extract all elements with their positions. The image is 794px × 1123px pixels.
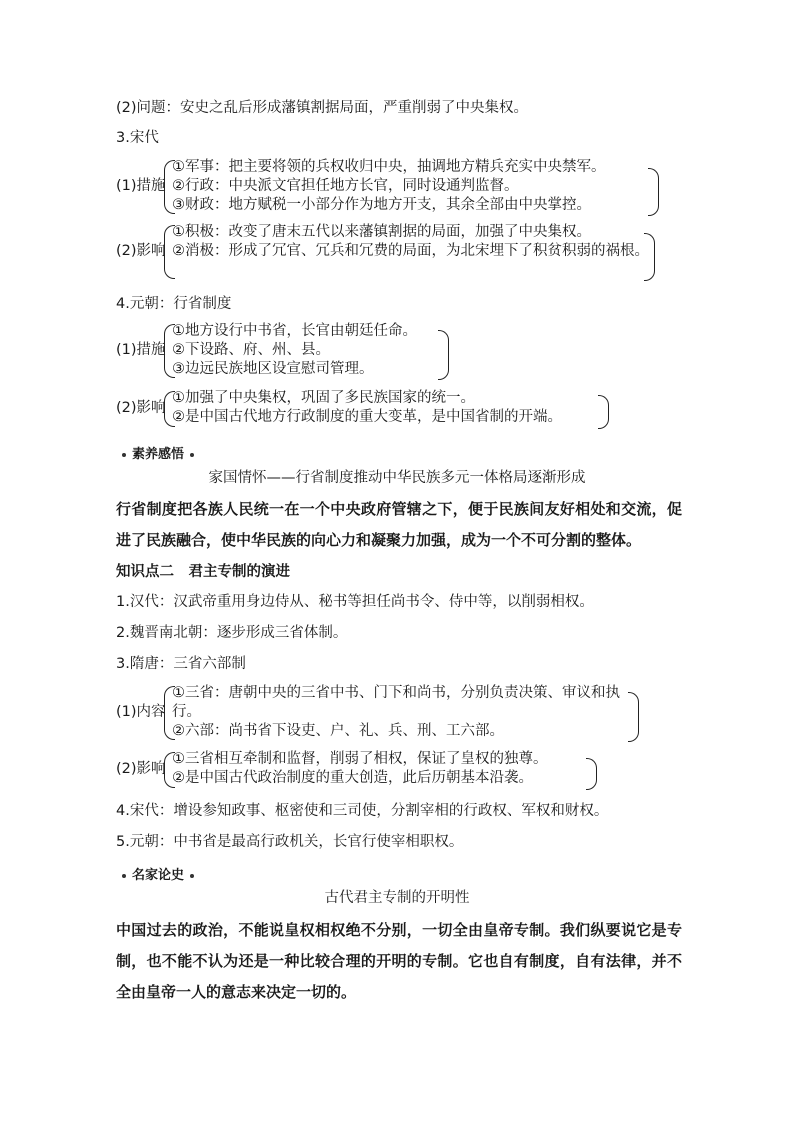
song-measures-list [172,158,606,215]
suyang-tag-label: 素养感悟 [132,447,185,462]
list-item: ①加强了中央集权，巩固了多民族国家的统一。 [172,390,475,406]
yuan-heading: 4.元朝：行省制度 [116,296,232,312]
kp2-heading: 知识点二 君主专制的演进 [116,564,290,580]
sui-impacts-group [116,750,596,790]
mingjia-tag [116,864,200,883]
kp2-yuan: 5.元朝：中书省是最高行政机关，长官行使宰相职权。 [116,834,464,850]
mingjia-title: 古代君主专制的开明性 [324,890,470,906]
song-impacts-list [172,223,652,261]
right-brace [438,330,449,380]
list-item: ②六部：尚书省下设吏、户、礼、兵、刑、工六部。 [172,723,504,739]
right-brace [644,233,655,281]
right-brace [586,758,597,790]
sui-content-label: (1)内容 [116,704,166,720]
sui-impact-label: (2)影响 [116,761,166,777]
list-item: ②下设路、府、州、县。 [172,342,330,358]
bullet-dot-icon [122,453,126,457]
list-item: ①积极：改变了唐末五代以来藩镇割据的局面，加强了中央集权。 [172,224,591,240]
list-item: ①军事：把主要将领的兵权收归中央，抽调地方精兵充实中央禁军。 [172,159,606,175]
song-measures-label: (1)措施 [116,178,166,194]
list-item: ①三省：唐朝中央的三省中书、门下和尚书，分别负责决策、审议和执行。 [172,685,620,720]
list-item: ②行政：中央派文官担任地方长官，同时设通判监督。 [172,178,519,194]
mingjia-text: 中国过去的政治，不能说皇权相权绝不分别，一切全由皇帝专制。我们纵要说它是专制，也不能不认为还是一种比较合理的开明的专制。它也自有制度，自有法律，并不全由皇帝一人的意志来决定一切的。 [116,921,682,1001]
list-item: ②是中国古代政治制度的重大创造，此后历朝基本沿袭。 [172,770,533,786]
kp2-song: 4.宋代：增设参知政事、枢密使和三司使，分割宰相的行政权、军权和财权。 [116,803,609,819]
list-item: ③边远民族地区设宣慰司管理。 [172,361,374,377]
list-item: ②是中国古代地方行政制度的重大变革，是中国省制的开端。 [172,409,562,425]
mingjia-tag-label: 名家论史 [132,868,185,883]
yuan-impact-label: (2)影响 [116,400,166,416]
suyang-tag [116,443,200,462]
list-item: ②消极：形成了冗官、冗兵和冗费的局面，为北宋埋下了积贫积弱的祸根。 [172,243,649,259]
sui-impacts-list [172,750,548,788]
song-impact-label: (2)影响 [116,243,166,259]
yuan-measures-group [116,322,456,380]
right-brace [598,395,609,429]
list-item: ③财政：地方赋税一小部分作为地方开支，其余全部由中央掌控。 [172,197,591,213]
list-item: ①三省相互牵制和监督，削弱了相权，保证了皇权的独尊。 [172,751,548,767]
song-heading: 3.宋代 [116,130,159,146]
kp2-wei: 2.魏晋南北朝：逐步形成三省体制。 [116,625,348,641]
yuan-impacts-list [172,389,562,427]
right-brace [648,168,659,216]
sui-content-list [172,684,638,741]
list-item: ①地方设行中书省，长官由朝廷任命。 [172,323,417,339]
yuan-measures-list [172,322,417,379]
yuan-measures-label: (1)措施 [116,342,166,358]
bullet-dot-icon [122,874,126,878]
song-measures-group [116,158,676,216]
kp2-han: 1.汉代：汉武帝重用身边侍从、秘书等担任尚书令、侍中等，以削弱相权。 [116,594,594,610]
sui-content-group [116,684,646,742]
yuan-impacts-group [116,389,616,429]
kp2-sui-heading: 3.隋唐：三省六部制 [116,656,246,672]
right-brace [628,692,639,742]
suyang-text: 行省制度把各族人民统一在一个中央政府管辖之下，便于民族间友好相处和交流，促进了民族融合，使中华民族的向心力和凝聚力加强，成为一个不可分割的整体。 [116,500,682,549]
bullet-dot-icon [190,453,194,457]
suyang-title: 家国情怀——行省制度推动中华民族多元一体格局逐渐形成 [208,470,586,486]
bullet-dot-icon [190,874,194,878]
tang-problem: (2)问题：安史之乱后形成藩镇割据局面，严重削弱了中央集权。 [116,100,529,116]
song-impacts-group [116,223,676,281]
